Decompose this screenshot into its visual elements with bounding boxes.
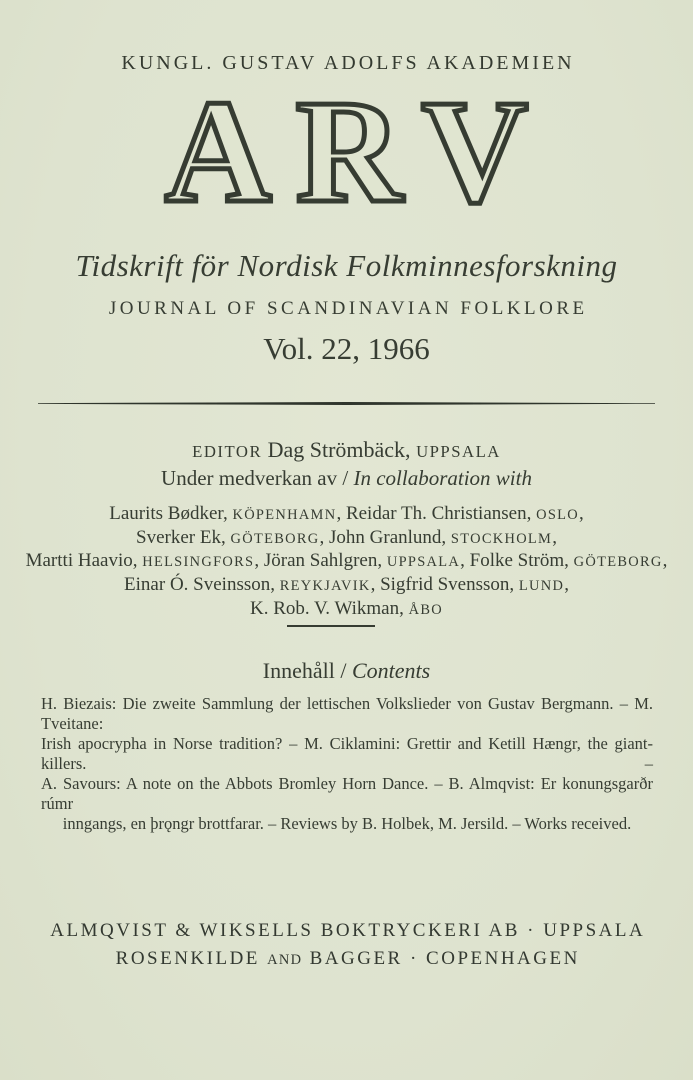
contents-line: inngangs, en þrǫngr brottfarar. – Reviews by B. Holbek, M. Jersild. – Works received. xyxy=(62,814,632,833)
text-run: , xyxy=(662,550,668,572)
text-run: Contents xyxy=(351,658,431,683)
contents-heading xyxy=(0,658,693,684)
text-run: K. Rob. V. Wikman, xyxy=(249,597,409,619)
text-run: GÖTEBORG xyxy=(573,554,663,571)
text-run: AND xyxy=(267,952,303,968)
text-run: , Jöran Sahlgren, xyxy=(254,550,387,572)
collaborator-line xyxy=(0,527,693,551)
text-run: , xyxy=(564,574,569,596)
text-run: In collaboration with xyxy=(353,466,532,490)
text-run: Laurits Bødker, xyxy=(109,503,233,524)
text-run: Sverker Ek, xyxy=(136,526,231,548)
text-run: , John Granlund, xyxy=(319,526,451,548)
swelled-divider-rule xyxy=(38,402,655,405)
contents-line: Irish apocrypha in Norse tradition? – M. Ciklamini: Grettir and Ketill Hængr, the giant-killers. – xyxy=(41,734,653,773)
text-run: UPPSALA xyxy=(386,554,461,571)
short-divider-rule xyxy=(287,625,375,627)
editor-line xyxy=(0,437,693,463)
text-run: OSLO xyxy=(536,507,579,523)
journal-title: ARV xyxy=(164,70,553,234)
text-run: Dag Strömbäck, xyxy=(262,437,417,462)
text-run: UPPSALA xyxy=(416,442,501,461)
text-run: , xyxy=(579,503,584,524)
contents-line: H. Biezais: Die zweite Sammlung der lettischen Volkslieder von Gustav Bergmann. – M. Tveitane: xyxy=(41,694,653,733)
text-run: REYKJAVIK xyxy=(279,578,371,595)
contents-paragraph xyxy=(41,694,653,834)
collaboration-line xyxy=(0,466,693,491)
text-run: BAGGER · COPENHAGEN xyxy=(302,948,580,969)
collaborators-block xyxy=(0,503,693,622)
collaborator-line xyxy=(0,503,693,527)
text-run: , Sigfrid Svensson, xyxy=(370,574,519,596)
contents-line: A. Savours: A note on the Abbots Bromley Horn Dance. – B. Almqvist: Er konungsgarðr rúmr xyxy=(41,774,653,813)
subtitle-english: JOURNAL OF SCANDINAVIAN FOLKLORE xyxy=(108,298,588,319)
collaborator-line xyxy=(0,574,693,598)
printer-imprint: ALMQVIST & WIKSELLS BOKTRYCKERI AB · UPPSALA xyxy=(50,920,646,941)
text-run: Martti Haavio, xyxy=(25,550,143,572)
text-run: , Folke Ström, xyxy=(460,550,574,572)
text-run: STOCKHOLM xyxy=(450,530,553,547)
collaborator-line xyxy=(0,598,693,622)
text-run: , Reidar Th. Christiansen, xyxy=(336,503,537,524)
text-run: , xyxy=(552,526,557,548)
text-run: Einar Ó. Sveinsson, xyxy=(124,574,280,596)
collaborator-line xyxy=(0,550,693,574)
subtitle-swedish: Tidskrift för Nordisk Folkminnesforskning xyxy=(75,248,618,283)
text-run: LUND xyxy=(518,578,565,595)
text-run: Innehåll / xyxy=(262,658,352,683)
volume-year: Vol. 22, 1966 xyxy=(263,331,430,366)
text-run: KÖPENHAMN xyxy=(232,507,337,523)
text-run: GÖTEBORG xyxy=(230,530,320,547)
academy-name: KUNGL. GUSTAV ADOLFS AKADEMIEN xyxy=(121,52,575,74)
text-run: ÅBO xyxy=(408,601,444,618)
text-run: ROSENKILDE xyxy=(115,948,268,969)
text-run: Under medverkan av / xyxy=(161,466,354,490)
text-run: EDITOR xyxy=(192,442,263,461)
publisher-imprint xyxy=(0,948,693,970)
text-run: HELSINGFORS xyxy=(142,554,255,571)
